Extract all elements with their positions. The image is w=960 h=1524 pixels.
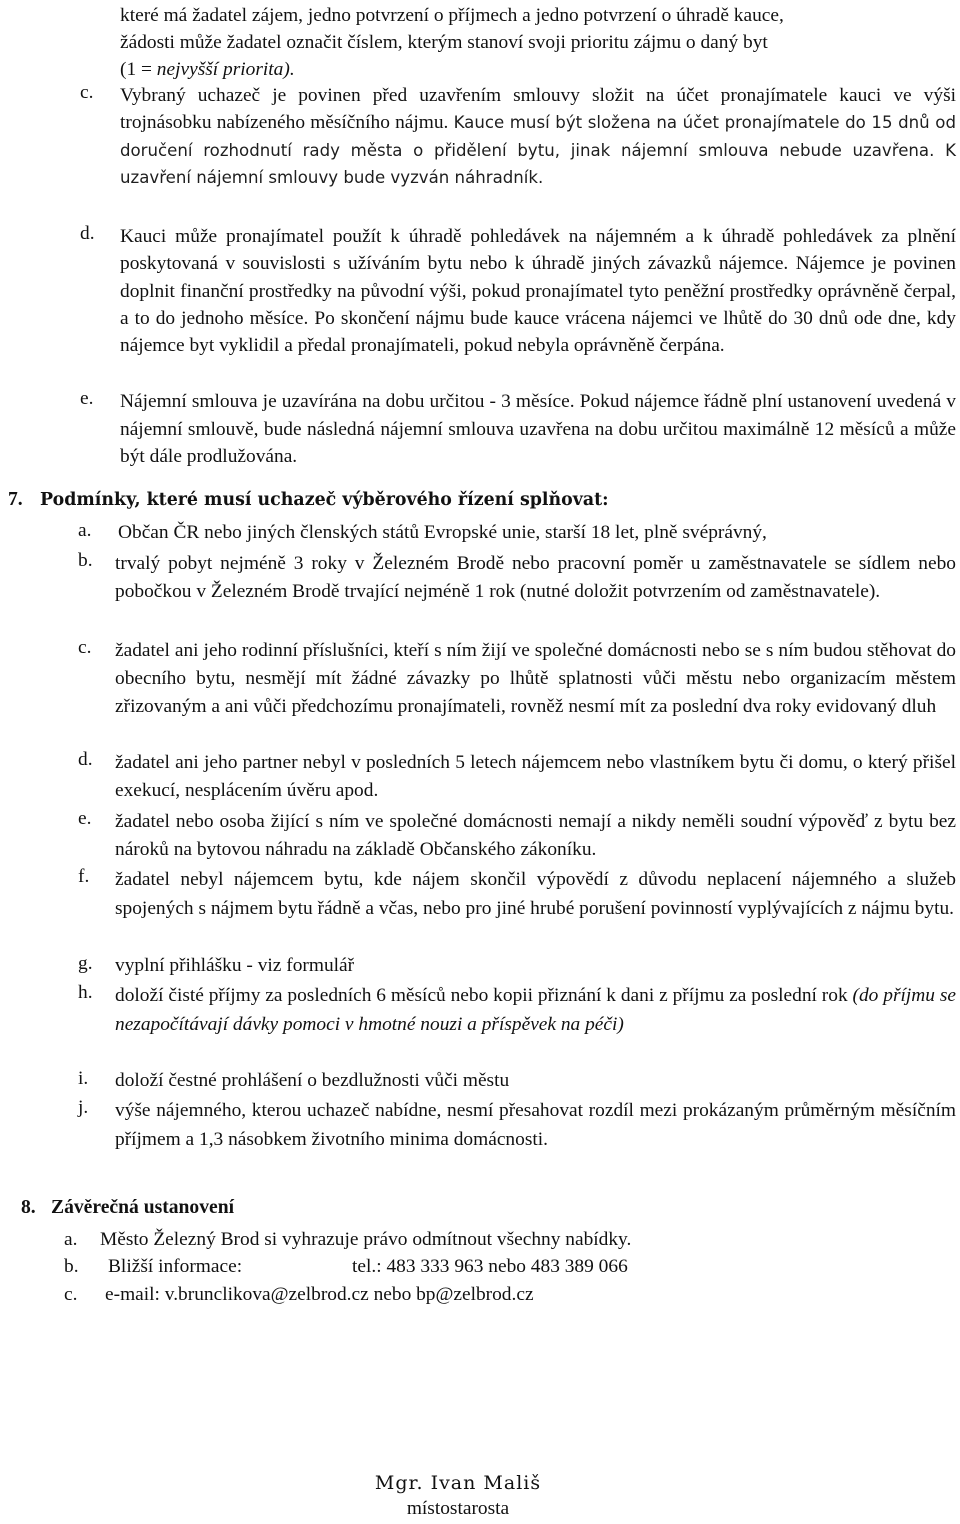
item-text-part: Nájemní smlouva je uzavírána na dobu určitou - 3 měsíce. (120, 391, 575, 412)
section-title: Podmínky, které musí uchazeč výběrového řízení splňovat: (40, 490, 609, 510)
list-marker: f. (78, 866, 90, 887)
signature-role: místostarosta (406, 1498, 510, 1519)
email-text: e-mail: v.brunclikova@zelbrod.cz nebo bp@zelbrod.cz (105, 1284, 534, 1305)
list-marker: e. (78, 808, 92, 829)
item-text (120, 82, 956, 192)
item-text: Město Železný Brod si vyhrazuje právo odmítnout všechny nabídky. (100, 1229, 632, 1250)
list-marker: a. (64, 1229, 78, 1250)
list-marker: j. (78, 1097, 89, 1118)
item-text: Občan ČR nebo jiných členských států Evropské unie, starší 18 let, plně svéprávný, (118, 522, 767, 543)
item-text: žadatel ani jeho partner nebyl v posledních 5 letech nájemcem nebo vlastníkem bytu či domu, o který přišel exekucí, nesplácením úvěru apod. (115, 752, 956, 801)
item-text-italic: (do příjmu se nezapočítávají dávky pomoci v hmotné nouzi a příspěvek na péči) (115, 985, 956, 1035)
item-text-part: Vybraný uchazeč je povinen před uzavřením smlouvy složit na účet pronajímatele kauci ve výši trojnásobku nabízeného měsíčního nájmu. (120, 85, 956, 134)
item-label: Bližší informace: (108, 1256, 243, 1277)
text-line-italic: nejvyšší priorita). (156, 59, 295, 80)
item-text-part: Kauci může pronajímatel použít k úhradě pohledávek na nájemném a k úhradě pohledávek za plnění poskytovaná v souvislosti s užíváním bytu nebo k úhradě jiných závazků nájemce. (120, 226, 956, 275)
list-marker: c. (80, 82, 94, 103)
item-text-part: Pokud nájemce řádně plní ustanovení uvedená v nájemní smlouvě, bude následná nájemní smlouva uzavřena na dobu určitou maximálně 12 měsíců a může být dále prodlužována. (120, 391, 956, 467)
signature-name: Mgr. Ivan Mališ (374, 1472, 542, 1494)
item-text (120, 2, 956, 83)
item-text: žadatel ani jeho rodinní příslušníci, kteří s ním žijí ve společné domácnosti nebo se s ním budou stěhovat do obecního bytu, nesmějí mít žádné závazky po lhůtě splatnosti vůči městu nebo organizacím městem zřizovaným a ani vůči předchozímu pronajímateli, rovněž nesmí mít za poslední dva roky evidovaný dluh (115, 640, 956, 717)
section-number: 7. (8, 489, 23, 510)
list-marker: e. (80, 388, 94, 409)
list-marker: c. (78, 637, 92, 658)
item-text: doloží čestné prohlášení o bezdlužnosti vůči městu (115, 1070, 510, 1091)
text-line: žádosti může žadatel označit číslem, kterým stanoví svoji prioritu zájmu o daný byt (120, 32, 768, 53)
item-text-part: Kauce musí být složena na účet pronajímatele do 15 dnů od doručení rozhodnutí rady města o přidělení bytu, jinak nájemní smlouva nebude uzavřena. K uzavření nájemní smlouvy bude vyzván náhradník. (120, 113, 956, 188)
item-text: trvalý pobyt nejméně 3 roky v Železném Brodě nebo pracovní poměr u zaměstnavatele se sídlem nebo pobočkou v Železném Brodě trvající nejméně 1 rok (nutné doložit potvrzením od zaměstnavatele). (115, 553, 956, 602)
list-marker: a. (78, 520, 92, 541)
item-text-part: doloží čisté příjmy za posledních 6 měsíců nebo kopii přiznání k dani z příjmu za poslední rok (115, 985, 853, 1006)
list-marker: b. (78, 550, 93, 571)
list-marker: g. (78, 953, 93, 974)
text-line: (1 = (120, 59, 157, 80)
text-line: které má žadatel zájem, jedno potvrzení o příjmech a jedno potvrzení o úhradě kauce, (120, 5, 784, 26)
list-marker: h. (78, 982, 93, 1003)
section-number: 8. (21, 1197, 36, 1218)
item-text (120, 388, 956, 471)
item-text-part: Nájemce je povinen doplnit finanční prostředky na původní výši, pokud pronajímatel tyto peněžní prostředky oprávněně čerpal, a to do jednoho měsíce. Po skončení nájmu bude kauce vrácena nájemci ve lhůtě do 30 dnů ode dne, kdy nájemce byt vyklidil a předal pronajímateli, pokud nebyla oprávněně čerpána. (120, 253, 956, 357)
section-title: Závěrečná ustanovení (51, 1197, 235, 1218)
list-marker: b. (64, 1256, 79, 1277)
item-text: žadatel nebo osoba žijící s ním ve společné domácnosti nemají a nikdy neměli soudní výpověď z bytu bez nároků na bytovou náhradu na základě Občanského zákoníku. (115, 811, 956, 860)
list-marker: c. (64, 1284, 78, 1305)
list-marker: i. (78, 1068, 89, 1089)
item-text: výše nájemného, kterou uchazeč nabídne, nesmí přesahovat rozdíl mezi prokázaným průměrným měsíčním příjmem a 1,3 násobkem životního minima domácnosti. (115, 1100, 956, 1150)
list-marker: d. (80, 223, 95, 244)
item-text: žadatel nebyl nájemcem bytu, kde nájem skončil výpovědí z důvodu neplacení nájemného a služeb spojených s nájmem bytu řádně a včas, nebo pro jiné hrubé porušení povinností vyplývajících z nájmu bytu. (115, 869, 956, 919)
item-text (115, 982, 956, 1039)
item-text (120, 223, 956, 359)
list-marker: d. (78, 749, 93, 770)
item-text: vyplní přihlášku - viz formulář (115, 955, 355, 976)
phone-numbers: tel.: 483 333 963 nebo 483 389 066 (352, 1256, 628, 1277)
